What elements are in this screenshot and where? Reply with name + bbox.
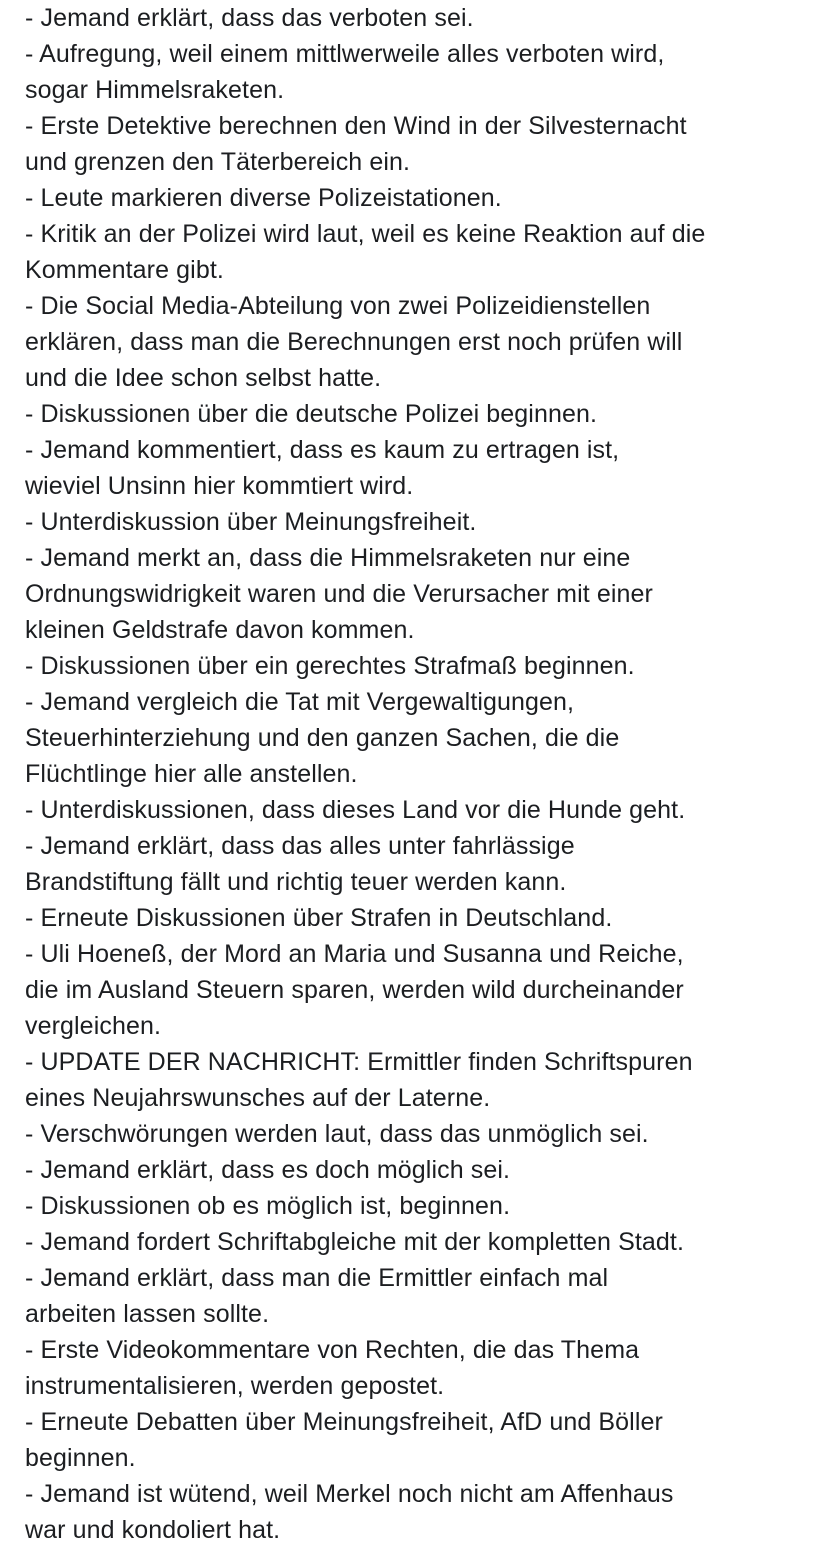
- text-line-segment: - Jemand ist wütend, weil Merkel noch nicht am Affenhaus: [25, 1480, 674, 1508]
- text-line-item: [25, 1044, 815, 1116]
- text-line-segment: eines Neujahrswunsches auf der Laterne.: [25, 1084, 491, 1112]
- text-line-item: [25, 684, 815, 792]
- text-line-segment: - Jemand erklärt, dass es doch möglich sei.: [25, 1156, 511, 1184]
- text-line-item: [25, 108, 815, 180]
- text-line-item: [25, 1188, 815, 1224]
- text-line-item: [25, 180, 815, 216]
- text-line-segment: arbeiten lassen sollte.: [25, 1300, 270, 1328]
- text-line-item: [25, 1116, 815, 1152]
- text-line-segment: - UPDATE DER NACHRICHT: Ermittler finden Schriftspuren: [25, 1048, 693, 1076]
- text-line-segment: war und kondoliert hat.: [25, 1516, 281, 1544]
- text-line-item: [25, 1476, 815, 1548]
- text-line-item: [25, 1152, 815, 1188]
- text-line-item: [25, 396, 815, 432]
- text-line-item: [25, 432, 815, 504]
- text-line-item: [25, 288, 815, 396]
- text-line-segment: Kommentare gibt.: [25, 256, 224, 284]
- text-line-item: [25, 1260, 815, 1332]
- text-line-segment: - Kritik an der Polizei wird laut, weil es keine Reaktion auf die: [25, 220, 706, 248]
- text-line-segment: - Erste Detektive berechnen den Wind in der Silvesternacht: [25, 112, 687, 140]
- text-line-item: [25, 1332, 815, 1404]
- text-line-segment: - Diskussionen über die deutsche Polizei beginnen.: [25, 400, 598, 428]
- text-line-item: [25, 216, 815, 288]
- text-line-segment: - Unterdiskussion über Meinungsfreiheit.: [25, 508, 477, 536]
- text-line-segment: Steuerhinterziehung und den ganzen Sachen, die die: [25, 724, 620, 752]
- text-line-segment: - Leute markieren diverse Polizeistationen.: [25, 184, 502, 212]
- post-text: [25, 0, 815, 1548]
- text-line-segment: - Jemand erklärt, dass das alles unter fahrlässige: [25, 832, 575, 860]
- text-line-item: [25, 540, 815, 648]
- text-line-segment: - Jemand erklärt, dass man die Ermittler einfach mal: [25, 1264, 609, 1292]
- text-line-segment: - Erste Videokommentare von Rechten, die das Thema: [25, 1336, 640, 1364]
- text-line-segment: kleinen Geldstrafe davon kommen.: [25, 616, 415, 644]
- text-line-item: [25, 828, 815, 900]
- text-line-segment: - Diskussionen über ein gerechtes Strafmaß beginnen.: [25, 652, 635, 680]
- text-line-segment: - Erneute Debatten über Meinungsfreiheit, AfD und Böller: [25, 1408, 663, 1436]
- text-line-segment: - Verschwörungen werden laut, dass das unmöglich sei.: [25, 1120, 649, 1148]
- text-line-segment: - Jemand merkt an, dass die Himmelsraketen nur eine: [25, 544, 631, 572]
- text-line-item: [25, 792, 815, 828]
- text-line-item: [25, 1224, 815, 1260]
- text-line-segment: - Diskussionen ob es möglich ist, beginnen.: [25, 1192, 511, 1220]
- text-line-segment: - Jemand erklärt, dass das verboten sei.: [25, 4, 474, 32]
- text-line-segment: - Uli Hoeneß, der Mord an Maria und Susanna und Reiche,: [25, 940, 684, 968]
- text-line-segment: - Jemand kommentiert, dass es kaum zu ertragen ist,: [25, 436, 620, 464]
- text-line-item: [25, 1404, 815, 1476]
- text-line-segment: beginnen.: [25, 1444, 136, 1472]
- text-line-segment: - Jemand vergleich die Tat mit Vergewaltigungen,: [25, 688, 575, 716]
- text-line-segment: und die Idee schon selbst hatte.: [25, 364, 382, 392]
- text-line-segment: - Die Social Media-Abteilung von zwei Polizeidienstellen: [25, 292, 651, 320]
- text-line-segment: - Jemand fordert Schriftabgleiche mit der kompletten Stadt.: [25, 1228, 684, 1256]
- text-line-segment: instrumentalisieren, werden gepostet.: [25, 1372, 445, 1400]
- text-line-segment: - Erneute Diskussionen über Strafen in Deutschland.: [25, 904, 613, 932]
- text-line-segment: erklären, dass man die Berechnungen erst noch prüfen will: [25, 328, 683, 356]
- text-line-segment: Ordnungswidrigkeit waren und die Verursacher mit einer: [25, 580, 653, 608]
- text-line-segment: Brandstiftung fällt und richtig teuer werden kann.: [25, 868, 567, 896]
- text-line-segment: sogar Himmelsraketen.: [25, 76, 285, 104]
- text-line-item: [25, 900, 815, 936]
- text-line-segment: - Aufregung, weil einem mittlwerweile alles verboten wird,: [25, 40, 665, 68]
- text-line-segment: Flüchtlinge hier alle anstellen.: [25, 760, 358, 788]
- text-line-item: [25, 0, 815, 36]
- text-line-segment: vergleichen.: [25, 1012, 162, 1040]
- text-line-item: [25, 504, 815, 540]
- text-line-segment: - Unterdiskussionen, dass dieses Land vor die Hunde geht.: [25, 796, 686, 824]
- text-line-segment: wieviel Unsinn hier kommtiert wird.: [25, 472, 414, 500]
- text-line-segment: und grenzen den Täterbereich ein.: [25, 148, 411, 176]
- text-line-item: [25, 936, 815, 1044]
- text-line-item: [25, 36, 815, 108]
- text-line-item: [25, 648, 815, 684]
- text-line-segment: die im Ausland Steuern sparen, werden wild durcheinander: [25, 976, 684, 1004]
